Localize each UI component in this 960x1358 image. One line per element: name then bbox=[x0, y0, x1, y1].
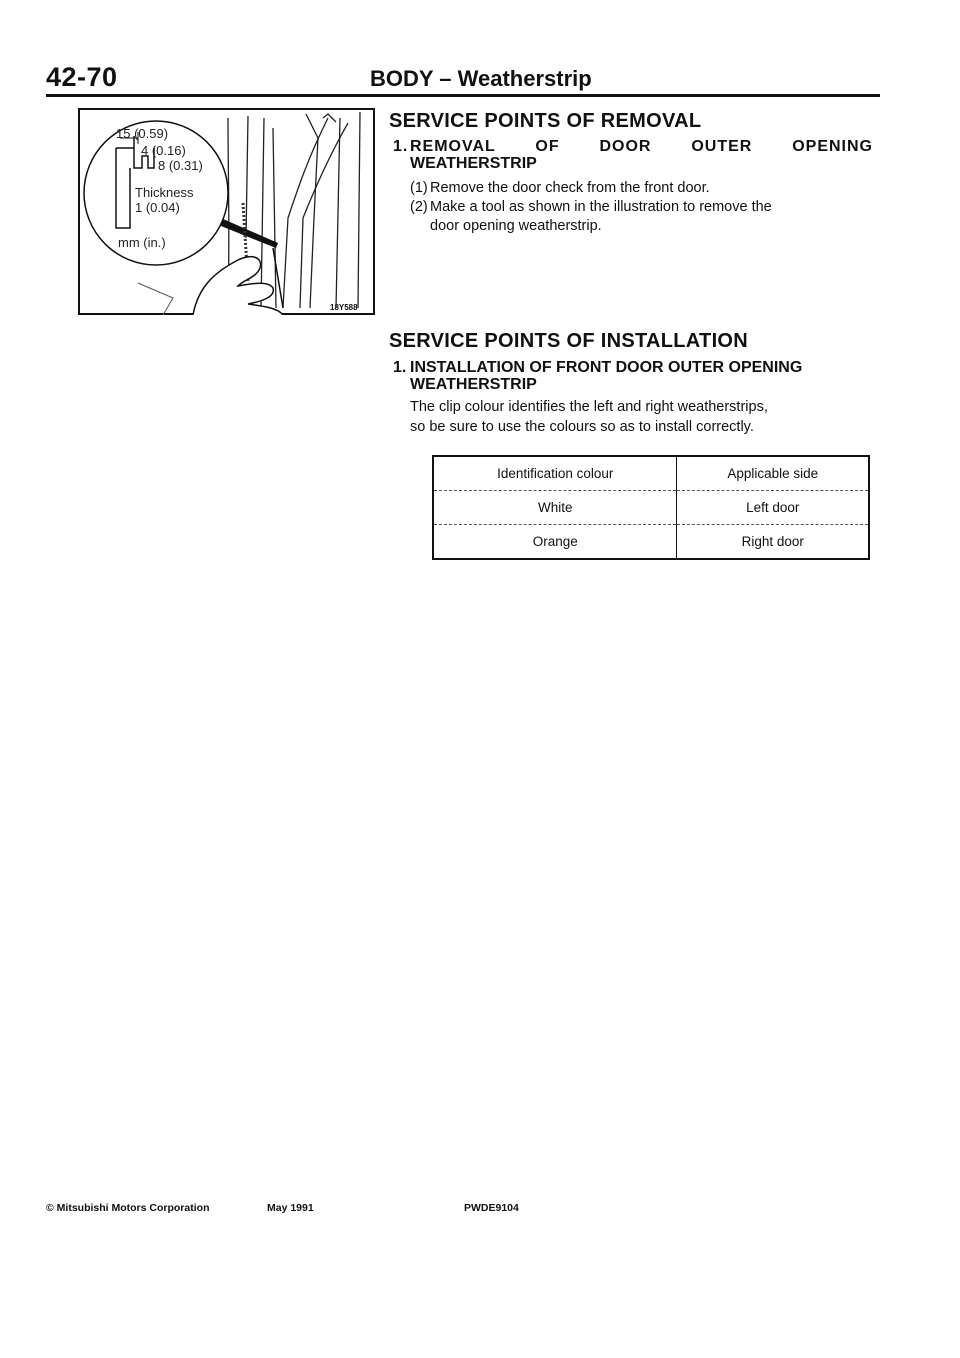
removal-heading: SERVICE POINTS OF REMOVAL bbox=[389, 110, 702, 132]
removal-step-1-number: (1) bbox=[410, 180, 428, 196]
removal-step-2-text-cont: door opening weatherstrip. bbox=[430, 218, 602, 234]
thickness-value: 1 (0.04) bbox=[135, 200, 180, 215]
removal-item-line1: REMOVAL OF DOOR OUTER OPENING bbox=[410, 138, 873, 155]
removal-item-line2: WEATHERSTRIP bbox=[410, 155, 537, 172]
installation-para-line2: so be sure to use the colours so as to install correctly. bbox=[410, 419, 754, 435]
table-cell-colour: Orange bbox=[433, 525, 677, 560]
table-header-row bbox=[433, 456, 869, 491]
table-row bbox=[433, 491, 869, 525]
removal-step-2-number: (2) bbox=[410, 199, 428, 215]
removal-item bbox=[393, 138, 873, 172]
removal-step-2-text: Make a tool as shown in the illustration to remove the bbox=[430, 199, 772, 215]
installation-para-line1: The clip colour identifies the left and right weatherstrips, bbox=[410, 399, 768, 415]
installation-item-line1: INSTALLATION OF FRONT DOOR OUTER OPENING bbox=[410, 359, 803, 376]
removal-step-1 bbox=[410, 179, 880, 198]
header-rule bbox=[46, 94, 880, 97]
installation-heading: SERVICE POINTS OF INSTALLATION bbox=[389, 330, 749, 352]
installation-item-number: 1. bbox=[393, 359, 407, 376]
footer-copyright: © Mitsubishi Motors Corporation bbox=[46, 1202, 210, 1214]
table-header-colour: Identification colour bbox=[433, 456, 677, 491]
removal-step-2 bbox=[410, 198, 880, 236]
installation-item bbox=[393, 359, 873, 393]
table-cell-side: Left door bbox=[677, 491, 869, 525]
footer-code: PWDE9104 bbox=[464, 1202, 519, 1214]
dimension-8: 8 (0.31) bbox=[158, 158, 203, 173]
installation-item-line2: WEATHERSTRIP bbox=[410, 376, 537, 393]
table-cell-colour: White bbox=[433, 491, 677, 525]
footer-date: May 1991 bbox=[267, 1202, 314, 1214]
dimension-4: 4 (0.16) bbox=[141, 143, 186, 158]
weatherstrip-removal-illustration bbox=[78, 108, 375, 315]
page-number: 42-70 bbox=[46, 62, 118, 92]
installation-paragraph bbox=[410, 397, 880, 437]
illustration-drawing bbox=[78, 108, 375, 315]
table-header-side: Applicable side bbox=[677, 456, 869, 491]
table-row bbox=[433, 525, 869, 560]
removal-item-number: 1. bbox=[393, 138, 409, 155]
section-title: BODY – Weatherstrip bbox=[370, 66, 592, 91]
table-cell-side: Right door bbox=[677, 525, 869, 560]
thickness-label: Thickness bbox=[135, 185, 194, 200]
dimension-15: 15 (0.59) bbox=[116, 126, 169, 141]
figure-code: 18Y588 bbox=[330, 303, 358, 312]
identification-colour-table bbox=[432, 455, 870, 560]
unit-label: mm (in.) bbox=[118, 235, 166, 250]
removal-step-1-text: Remove the door check from the front door. bbox=[430, 180, 710, 196]
